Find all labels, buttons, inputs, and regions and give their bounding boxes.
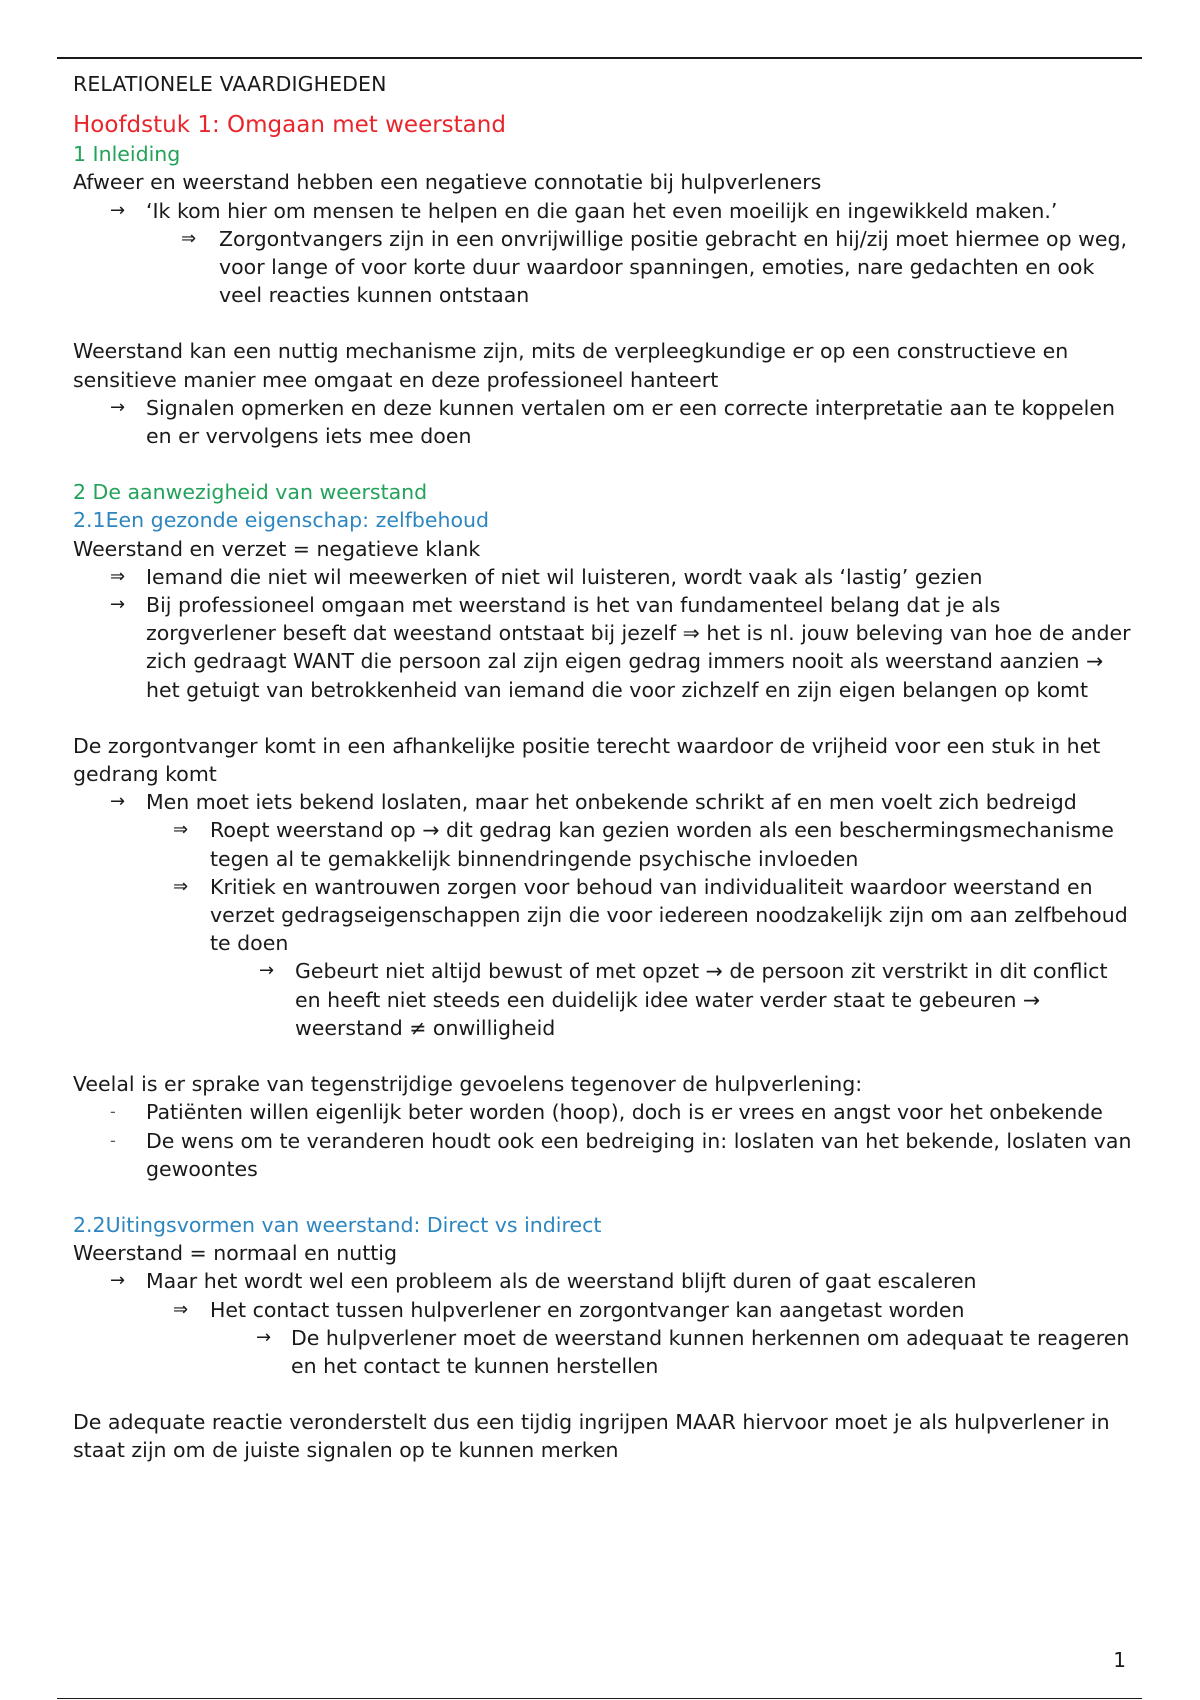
chapter-title: Hoofdstuk 1: Omgaan met weerstand xyxy=(73,112,506,139)
paragraph: Veelal is er sprake van tegenstrijdige gevoelens tegenover de hulpverlening: xyxy=(73,1072,863,1097)
dash-bullet: - Patiënten willen eigenlijk beter worden (hoop), doch is er vrees en angst voor het onbekende xyxy=(73,1098,1133,1126)
arrow-icon: → xyxy=(259,960,275,982)
arrow-bullet: → Signalen opmerken en deze kunnen vertalen om er een correcte interpretatie aan te koppelen en er vervolgens iets mee doen xyxy=(110,395,1115,449)
arrow-icon: → xyxy=(110,791,126,813)
implies-bullet: ⇒ Het contact tussen hulpverlener en zorgontvanger kan aangetast worden xyxy=(73,1296,1133,1324)
document-header: RELATIONELE VAARDIGHEDEN xyxy=(73,72,387,96)
dash-bullet: - De wens om te veranderen houdt ook een bedreiging in: loslaten van het bekende, loslaten van gewoontes xyxy=(110,1128,1132,1181)
arrow-icon: → xyxy=(110,396,126,418)
arrow-bullet: → Men moet iets bekend loslaten, maar het onbekende schrikt af en men voelt zich bedreigd xyxy=(73,788,1133,816)
dash-icon: - xyxy=(110,1130,116,1150)
arrow-bullet: → Bij professioneel omgaan met weerstand is het van fundamenteel belang dat je als zorgverlener beseft dat weestand ontstaat bij jezelf ⇒ het is nl. jouw beleving van hoe de ander zich gedraagt WANT die persoon zal zijn eigen gedrag immers nooit als weerstand aanzien → het getuigt van betrokkenheid van iemand die voor zichzelf en zijn eigen belangen op komt xyxy=(110,593,1131,702)
implies-icon: ⇒ xyxy=(173,1298,189,1320)
arrow-bullet: → De hulpverlener moet de weerstand kunnen herkennen om adequaat te reageren en het contact te kunnen herstellen xyxy=(256,1325,1130,1378)
subsection-heading-2-1: 2.1Een gezonde eigenschap: zelfbehoud xyxy=(73,508,490,533)
bottom-rule xyxy=(57,1698,1142,1699)
implies-bullet: ⇒ Zorgontvangers zijn in een onvrijwillige positie gebracht en hij/zij moet hiermee op weg, voor lange of voor korte duur waardoor spanningen, emoties, nare gedachten en ook veel reacties kunnen ontstaan xyxy=(181,226,1128,308)
paragraph: Weerstand en verzet = negatieve klank xyxy=(73,536,481,561)
subsection-heading-2-2: 2.2Uitingsvormen van weerstand: Direct vs indirect xyxy=(73,1212,602,1237)
section-heading-2: 2 De aanwezigheid van weerstand xyxy=(73,480,428,505)
dash-icon: - xyxy=(110,1102,116,1122)
implies-bullet: ⇒ Iemand die niet wil meewerken of niet wil luisteren, wordt vaak als ‘lastig’ gezien xyxy=(73,563,1133,591)
paragraph: Afweer en weerstand hebben een negatieve connotatie bij hulpverleners xyxy=(73,170,822,195)
implies-icon: ⇒ xyxy=(110,565,126,587)
section-heading-1: 1 Inleiding xyxy=(73,142,181,167)
page-number: 1 xyxy=(1113,1648,1126,1672)
implies-icon: ⇒ xyxy=(181,227,197,249)
implies-icon: ⇒ xyxy=(173,819,189,841)
document-body xyxy=(73,70,1133,1465)
top-rule xyxy=(57,57,1142,59)
paragraph: Weerstand kan een nuttig mechanisme zijn, mits de verpleegkundige er op een constructieve en sensitieve manier mee omgaat en deze professioneel hanteert xyxy=(73,339,1069,392)
paragraph: Weerstand = normaal en nuttig xyxy=(73,1241,398,1266)
implies-bullet: ⇒ Kritiek en wantrouwen zorgen voor behoud van individualiteit waardoor weerstand en verzet gedragseigenschappen zijn die voor iedereen noodzakelijk zijn om aan zelfbehoud te doen xyxy=(173,874,1128,956)
implies-bullet: ⇒ Roept weerstand op → dit gedrag kan gezien worden als een beschermingsmechanisme tegen al te gemakkelijk binnendringende psychische invloeden xyxy=(173,818,1114,871)
arrow-icon: → xyxy=(110,1270,126,1292)
arrow-bullet: → Gebeurt niet altijd bewust of met opzet → de persoon zit verstrikt in dit conflict en heeft niet steeds een duidelijk idee water verder staat te gebeuren → weerstand ≠ onwilligheid xyxy=(259,959,1108,1040)
arrow-bullet: → ‘Ik kom hier om mensen te helpen en die gaan het even moeilijk en ingewikkeld maken.’ xyxy=(73,197,1133,225)
paragraph: De zorgontvanger komt in een afhankelijke positie terecht waardoor de vrijheid voor een stuk in het gedrang komt xyxy=(73,733,1101,787)
arrow-bullet: → Maar het wordt wel een probleem als de weerstand blijft duren of gaat escaleren xyxy=(73,1267,1133,1295)
paragraph: De adequate reactie veronderstelt dus een tijdig ingrijpen MAAR hiervoor moet je als hulpverlener in staat zijn om de juiste signalen op te kunnen merken xyxy=(73,1410,1110,1463)
implies-icon: ⇒ xyxy=(173,875,189,897)
arrow-icon: → xyxy=(256,1326,272,1348)
arrow-icon: → xyxy=(110,594,126,616)
arrow-icon: → xyxy=(110,199,126,221)
